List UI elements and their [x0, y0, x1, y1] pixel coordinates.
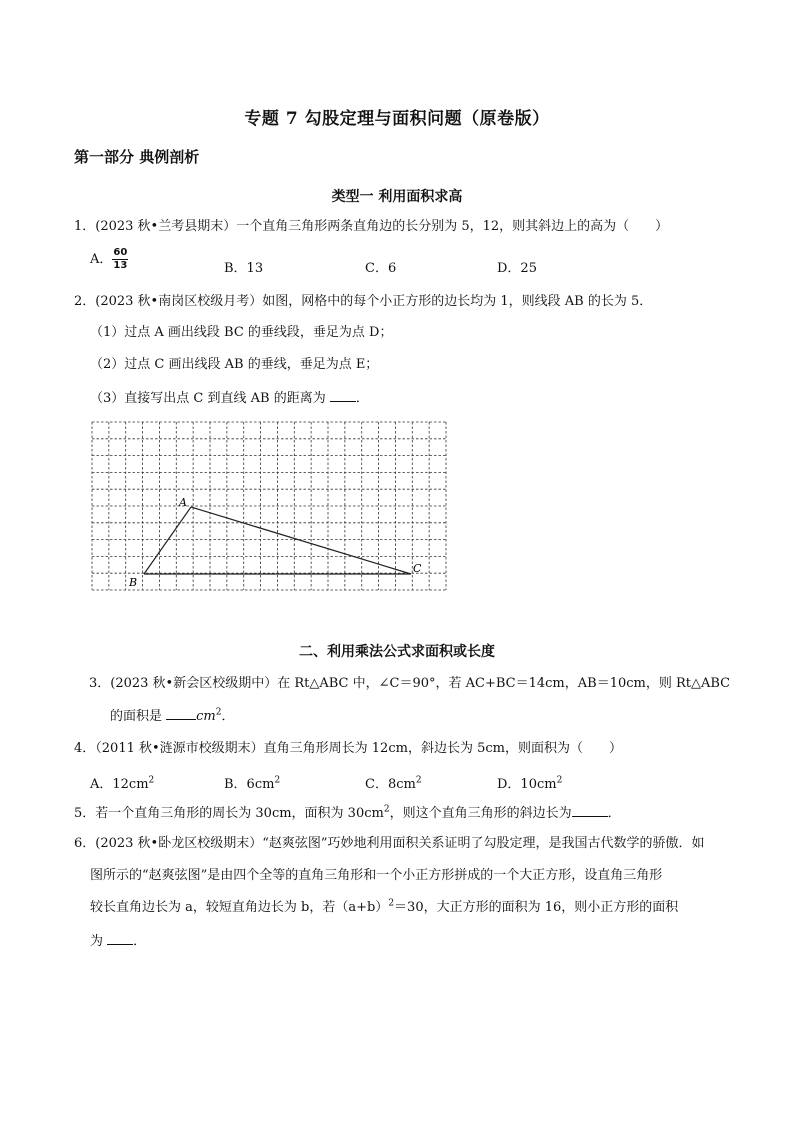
q5-end: ．	[607, 806, 621, 821]
q3-unit-exponent: 2	[215, 707, 222, 718]
q4-option-c	[365, 773, 422, 792]
segment-ac	[191, 507, 411, 574]
q4-option-b	[224, 773, 280, 792]
q2-stem: 2．(2023 秋•南岗区校级月考）如图，网格中的每个小正方形的边长均为 1，则线段 AB 的长为 5．	[74, 294, 653, 309]
q6-line2: 图所示的“赵爽弦图”是由四个全等的直角三角形和一个小正方形拼成的一个大正方形，设直角三角形	[90, 868, 663, 883]
grid-figure	[91, 421, 449, 593]
q4-option-a	[90, 773, 154, 792]
q5-text-2: ，则这个直角三角形的斜边长为	[389, 806, 572, 821]
q6-answer-blank[interactable]	[107, 932, 133, 945]
q3-line2-text: 的面积是	[110, 709, 167, 724]
q2-answer-blank[interactable]	[330, 389, 356, 402]
part-heading: 第一部分 典例剖析	[74, 148, 200, 166]
q1-option-b: B．13	[224, 261, 264, 276]
q6-line3-text-2: ＝30，大正方形的面积为 16，则小正方形的面积	[394, 900, 679, 915]
q4-option-c-text: C．8cm	[365, 777, 416, 792]
q5-exponent: 2	[383, 804, 390, 815]
q4-stem: 4．（2011 秋•涟源市校级期末）直角三角形周长为 12cm，斜边长为 5cm，则面积为（ ）	[74, 741, 622, 756]
q1-option-a-label: A．	[90, 252, 113, 267]
type2-heading: 二、利用乘法公式求面积或长度	[299, 644, 495, 660]
q5-answer-blank[interactable]	[572, 804, 608, 817]
q2-part1: （1）过点 A 画出线段 BC 的垂线段，垂足为点 D；	[90, 325, 393, 340]
q5-text: 5．若一个直角三角形的周长为 30cm，面积为 30cm	[74, 806, 384, 821]
q6-exponent: 2	[388, 898, 395, 909]
q6-line4	[90, 932, 146, 950]
q4-option-d-text: D．10cm	[497, 777, 557, 792]
q1-stem: 1．(2023 秋•兰考县期末）一个直角三角形两条直角边的长分别为 5，12，则其斜边上的高为（ ）	[74, 219, 669, 234]
q3-line2	[110, 707, 235, 725]
q1-option-a	[90, 247, 128, 272]
q3-answer-blank[interactable]	[166, 707, 196, 720]
q2-part3	[90, 389, 369, 407]
q2-part3-end: ．	[355, 391, 369, 406]
q1-numerator: 60	[113, 247, 128, 258]
q4-option-b-exponent: 2	[274, 775, 281, 786]
q4-option-a-exponent: 2	[148, 775, 155, 786]
q1-option-c: C．6	[365, 261, 397, 276]
q4-option-b-text: B．6cm	[224, 777, 275, 792]
doc-title: 专题 7 勾股定理与面积问题（原卷版）	[244, 109, 550, 129]
q4-option-d-exponent: 2	[556, 775, 563, 786]
q4-option-a-text: A．12cm	[90, 777, 149, 792]
grid-lines	[92, 422, 446, 590]
point-b-label: B	[129, 576, 138, 589]
q3-line2-end: ．	[221, 709, 235, 724]
segment-ab	[144, 507, 191, 574]
q4-option-c-exponent: 2	[415, 775, 422, 786]
q1-option-d: D．25	[497, 261, 537, 276]
type1-heading: 类型一 利用面积求高	[331, 189, 463, 205]
q3-line1: 3．(2023 秋•新会区校级期中）在 Rt△ABC 中，∠C＝90°，若 AC+BC＝14cm，AB＝10cm，则 Rt△ABC	[89, 676, 731, 691]
q3-unit: cm	[196, 709, 216, 724]
q6-line4-end: ．	[133, 934, 147, 949]
point-a-label: A	[179, 496, 187, 509]
q5-stem	[74, 804, 621, 822]
q6-line3	[90, 900, 678, 916]
point-c-label: C	[413, 562, 422, 575]
q6-line1: 6．(2023 秋•卧龙区校级期末）“赵爽弦图”巧妙地利用面积关系证明了勾股定理，是我国古代数学的骄傲．如	[74, 836, 705, 851]
q6-line4-text: 为	[90, 934, 108, 949]
q1-denominator: 13	[113, 260, 128, 271]
q2-part3-text: （3）直接写出点 C 到直线 AB 的距离为	[90, 391, 330, 406]
q2-part2: （2）过点 C 画出线段 AB 的垂线，垂足为点 E；	[90, 357, 379, 372]
q1-fraction	[112, 247, 128, 272]
q4-option-d	[497, 773, 562, 792]
q6-line3-text: 较长直角边长为 a，较短直角边长为 b，若（a+b）	[90, 900, 389, 915]
